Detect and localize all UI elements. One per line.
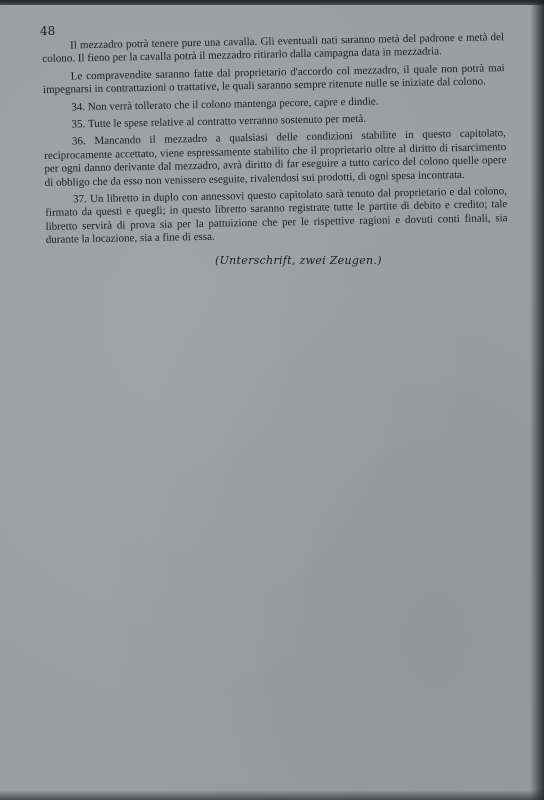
scan-right-edge (530, 0, 544, 800)
paragraph-34: 34. Non verrà tollerato che il colono mantenga pecore, capre e dindie. (71, 95, 379, 114)
paragraph-compravendite: Le compravendite saranno fatte dal proprietario d'accordo col mezzadro, il quale non potrà mai impegnarsi in contrattazioni o trattative, le quali saranno sempre ritenute nulle se iniziate dal colono. (42, 61, 505, 97)
body-text (42, 31, 508, 252)
signature-note: (Unterschrift, zwei Zeugen.) (215, 254, 382, 267)
paragraph-cavalla: Il mezzadro potrà tenere pure una cavalla. Gli eventuali nati saranno metà del padrone e metà del colono. Il fieno per la cavalla potrà il mezzadro ritirarlo dalla campagna data in mezzadria. (42, 31, 505, 66)
paragraph-37: 37. Un libretto in duplo con annessovi questo capitolato sarà tenuto dal proprietario e dal colono, firmato da questi e quegli; in questo libretto saranno registrate tutte le partite di debito e credito; tale libretto servirà di prova sia per la pattuizione che per le rispettive ragioni e dovuti conti finali, sia durante la locazione, sia a fine di essa. (45, 185, 508, 247)
page-number: 48 (40, 24, 56, 38)
scan-top-edge (0, 0, 544, 5)
paragraph-35: 35. Tutte le spese relative al contratto verranno sostenuto per metà. (71, 112, 367, 131)
paragraph-36: 36. Mancando il mezzadro a qualsiasi delle condizioni stabilite in questo capitolato, reciprocamente accettato, viene espressamente stabilito che il proprietario oltre al diritto di risarcimento per ogni danno derivante dal mezzadro, avrà diritto di far eseguire a tutto carico del colono quelle opere di obbligo che da esso non venissero eseguite, rivalendosi sui prodotti, di ogni spesa incontrata. (44, 127, 507, 189)
scan-bottom-edge (0, 790, 544, 800)
